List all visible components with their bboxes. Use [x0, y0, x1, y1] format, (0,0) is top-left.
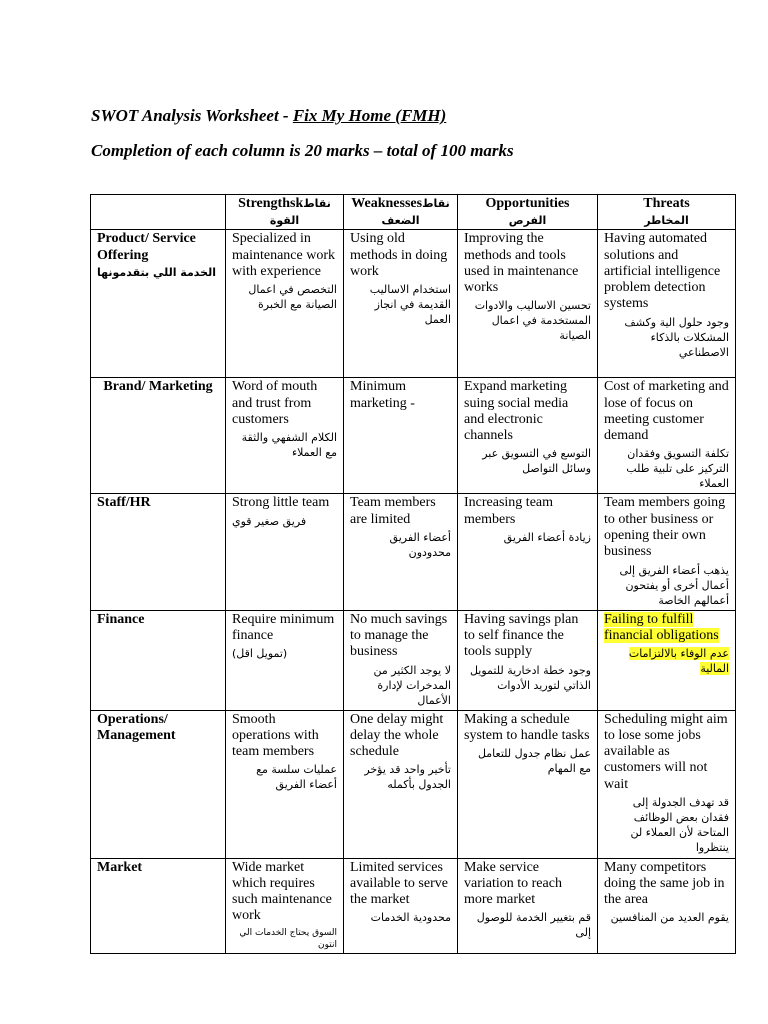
swot-table — [90, 194, 736, 954]
cell-opportunity: Increasing team members زيادة أعضاء الفريق — [458, 494, 598, 610]
cell-strength: Strong little team فريق صغير قوي — [226, 494, 344, 610]
corner-cell — [91, 195, 226, 230]
table-row — [91, 610, 736, 710]
row-label-operations: Operations/ Management — [91, 710, 226, 858]
header-row — [91, 195, 736, 230]
header-strengths: Strengthskنقاط القوة — [226, 195, 344, 230]
table-row — [91, 494, 736, 610]
cell-weakness: Using old methods in doing work استخدام الاساليب القديمة في انجاز العمل — [344, 230, 458, 378]
header-threats: Threats المخاطر — [598, 195, 736, 230]
row-label-market: Market — [91, 858, 226, 953]
cell-weakness: No much savings to manage the business لا يوجد الكثير من المدخرات لإدارة الأعمال — [344, 610, 458, 710]
table-row — [91, 858, 736, 953]
table-row — [91, 710, 736, 858]
worksheet-subtitle: Completion of each column is 20 marks – total of 100 marks — [91, 141, 514, 160]
row-label-finance: Finance — [91, 610, 226, 710]
cell-opportunity: Improving the methods and tools used in maintenance works تحسين الاساليب والادوات المستخدمة في اعمال الصيانة — [458, 230, 598, 378]
cell-opportunity: Expand marketing suing social media and electronic channels التوسع في التسويق عبر وسائل التواصل — [458, 378, 598, 494]
cell-weakness: One delay might delay the whole schedule تأخير واحد قد يؤخر الجدول بأكمله — [344, 710, 458, 858]
cell-weakness: Minimum marketing - — [344, 378, 458, 494]
row-label-brand: Brand/ Marketing — [91, 378, 226, 494]
row-label-product: Product/ Service Offering الخدمة اللي بتقدمونها — [91, 230, 226, 378]
highlighted-threat-ar: عدم الوفاء بالالتزامات المالية — [628, 647, 729, 676]
cell-strength: Word of mouth and trust from customers الكلام الشفهي والثقة مع العملاء — [226, 378, 344, 494]
header-opportunities: Opportunities الفرص — [458, 195, 598, 230]
highlighted-threat: Failing to fulfill financial obligations — [604, 611, 719, 643]
cell-strength: Smooth operations with team members عمليات سلسة مع أعضاء الفريق — [226, 710, 344, 858]
cell-strength: Specialized in maintenance work with experience التخصص في اعمال الصيانة مع الخبرة — [226, 230, 344, 378]
cell-weakness: Limited services available to serve the market محدودية الخدمات — [344, 858, 458, 953]
cell-threat: Having automated solutions and artificial intelligence problem detection systems وجود حلول الية وكشف المشكلات بالذكاء الاصطناعي — [598, 230, 736, 378]
cell-threat — [598, 610, 736, 710]
title-company: Fix My Home (FMH) — [292, 106, 447, 125]
cell-opportunity: Making a schedule system to handle tasks عمل نظام جدول للتعامل مع المهام — [458, 710, 598, 858]
cell-opportunity: Make service variation to reach more market قم بتغيير الخدمة للوصول إلى — [458, 858, 598, 953]
table-row — [91, 378, 736, 494]
header-weaknesses: Weaknessesنقاط الضعف — [344, 195, 458, 230]
cell-weakness: Team members are limited أعضاء الفريق محدودون — [344, 494, 458, 610]
title-prefix: SWOT Analysis Worksheet - — [91, 106, 293, 125]
cell-opportunity: Having savings plan to self finance the tools supply وجود خطة ادخارية للتمويل الذاتي لتوريد الأدوات — [458, 610, 598, 710]
cell-threat: Team members going to other business or opening their own business يذهب أعضاء الفريق إلى أعمال أخرى أو يفتحون أعمالهم الخاصة — [598, 494, 736, 610]
cell-strength: Wide market which requires such maintenance work السوق يحتاج الخدمات الي انتون — [226, 858, 344, 953]
cell-strength: Require minimum finance (تمويل اقل) — [226, 610, 344, 710]
cell-threat: Cost of marketing and lose of focus on meeting customer demand تكلفة التسويق وفقدان التركيز على تلبية طلب العملاء — [598, 378, 736, 494]
cell-threat: Many competitors doing the same job in the area يقوم العديد من المنافسين — [598, 858, 736, 953]
worksheet-title — [91, 106, 446, 126]
table-row — [91, 230, 736, 378]
row-label-staff: Staff/HR — [91, 494, 226, 610]
cell-threat: Scheduling might aim to lose some jobs available as customers will not wait قد تهدف الجدولة إلى فقدان بعض الوظائف المتاحة لأن العملاء لن ينتظروا — [598, 710, 736, 858]
